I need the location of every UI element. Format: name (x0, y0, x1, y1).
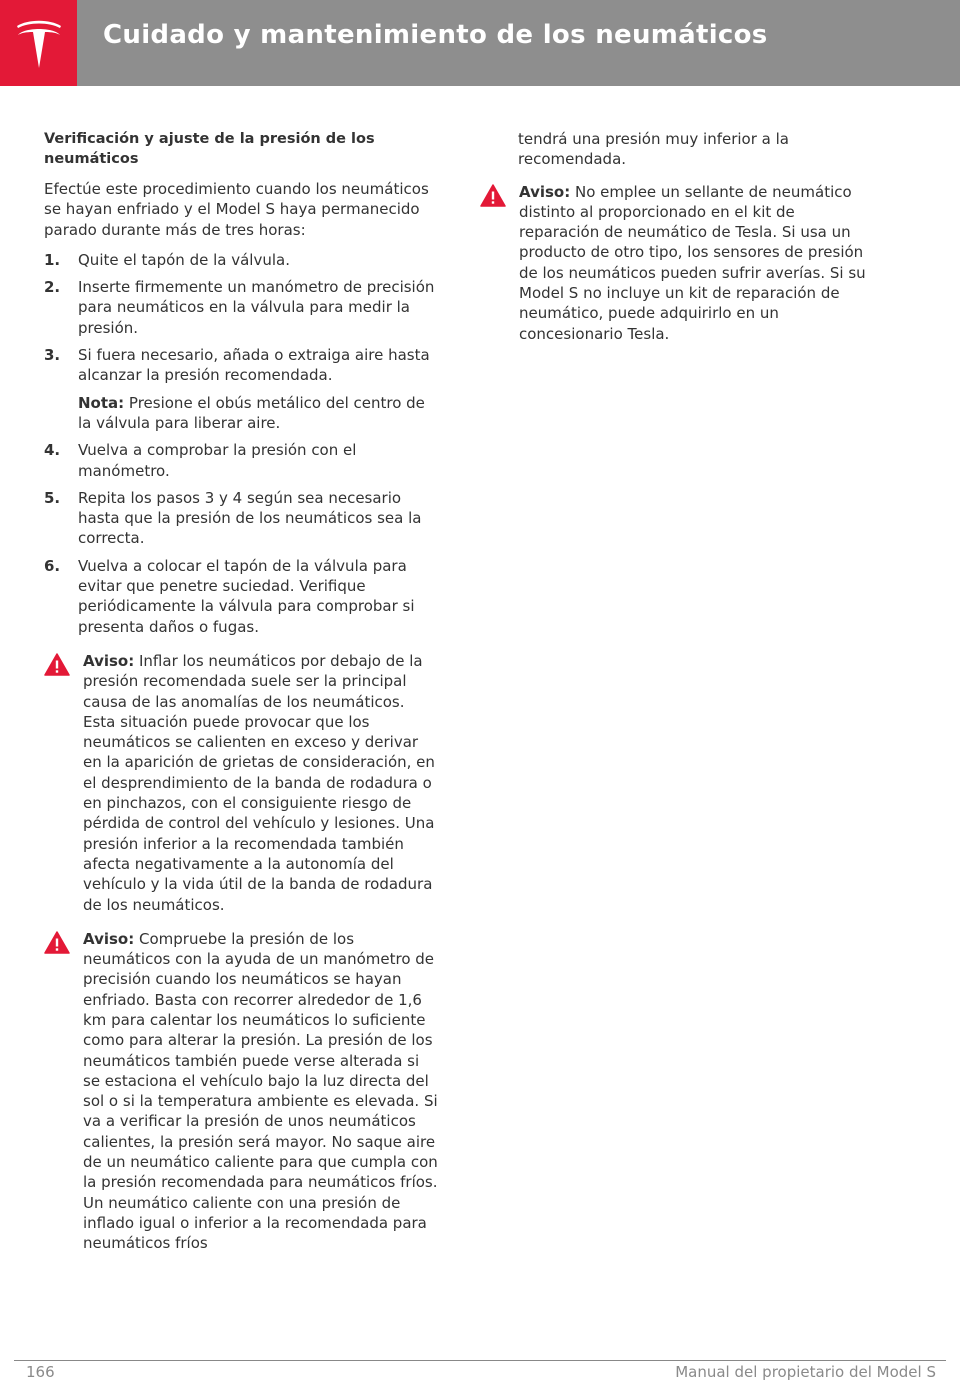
step-2 (44, 277, 440, 338)
step-number: 3. (44, 346, 61, 365)
intro-paragraph: Efectúe este procedimiento cuando los neumáticos se hayan enfriado y el Model S haya permanecido parado durante más de tres horas: (44, 180, 429, 239)
note-label: Nota: (78, 393, 125, 412)
page-title: Cuidado y mantenimiento de los neumáticos (103, 20, 768, 50)
step-4 (44, 440, 440, 481)
warning-text: No emplee un sellante de neumático distinto al proporcionado en el kit de reparación de neumático de Tesla. Si usa un producto de otro tipo, los sensores de presión de los neumáticos pueden sufrir averías. Si su Model S no incluye un kit de reparación de neumático, puede adquirirlo en un concesionario Tesla. (519, 182, 866, 343)
step-number: 1. (44, 250, 61, 269)
section-heading: Verificación y ajuste de la presión de los neumáticos (44, 131, 375, 167)
page-number: 166 (26, 1363, 55, 1381)
warning-text: Inflar los neumáticos por debajo de la presión recomendada suele ser la principal causa de las anomalías de los neumáticos. Esta situación puede provocar que los neumáticos se calienten en exceso y derivar en la aparición de grietas de consideración, en el desprendimiento de la banda de rodadura o en pinchazos, con el consiguiente riesgo de pérdida de control del vehículo y lesiones. Una presión inferior a la recomendada también afecta negativamente a la autonomía del vehículo y la vida útil de la banda de rodadura de los neumáticos. (83, 651, 435, 914)
warning-check-cold (44, 929, 440, 1254)
warning-triangle-icon (480, 184, 506, 207)
step-text: Inserte firmemente un manómetro de precisión para neumáticos en la válvula para medir la presión. (78, 278, 435, 337)
note-text: Presione el obús metálico del centro de la válvula para liberar aire. (78, 393, 425, 432)
step-text: Vuelva a colocar el tapón de la válvula para evitar que penetre suciedad. Verifique periódicamente la válvula para comprobar si presenta daños o fugas. (78, 556, 415, 636)
warning-underinflation (44, 651, 440, 915)
note (44, 393, 440, 434)
step-number: 2. (44, 278, 61, 297)
step-6 (44, 556, 440, 637)
step-number: 5. (44, 488, 61, 507)
continuation-paragraph: tendrá una presión muy inferior a la recomendada. (518, 130, 789, 169)
step-text: Vuelva a comprobar la presión con el manómetro. (78, 441, 357, 480)
left-column (44, 129, 440, 1266)
manual-title: Manual del propietario del Model S (675, 1363, 936, 1381)
warning-label: Aviso: (83, 651, 135, 670)
tesla-logo (0, 0, 77, 86)
warning-triangle-icon (44, 931, 70, 954)
warning-text: Compruebe la presión de los neumáticos con la ayuda de un manómetro de precisión cuando los neumáticos se hayan enfriado. Basta con recorrer alrededor de 1,6 km para calentar los neumáticos lo suficiente como para alterar la presión. La presión de los neumáticos también puede verse alterada si se estaciona el vehículo bajo la luz directa del sol o si la temperatura ambiente es elevada. Si va a verificar la presión de unos neumáticos calientes, la presión será mayor. No saque aire de un neumático caliente para que cumpla con la presión recomendada para neumáticos fríos. Un neumático caliente con una presión de inflado igual o inferior a la recomendada para neumáticos fríos (83, 929, 438, 1253)
warning-label: Aviso: (83, 929, 135, 948)
step-number: 4. (44, 441, 61, 460)
step-text: Si fuera necesario, añada o extraiga aire hasta alcanzar la presión recomendada. (78, 346, 430, 385)
step-5 (44, 488, 440, 549)
step-number: 6. (44, 556, 61, 575)
step-text: Repita los pasos 3 y 4 según sea necesario hasta que la presión de los neumáticos sea la correcta. (78, 488, 422, 548)
tesla-logo-icon (16, 18, 62, 68)
warning-label: Aviso: (519, 182, 571, 201)
right-column (480, 129, 876, 356)
footer-divider (14, 1360, 946, 1361)
step-text: Quite el tapón de la válvula. (78, 250, 290, 269)
procedure-steps (44, 250, 440, 637)
page-header (0, 0, 960, 86)
warning-sealant (480, 182, 876, 344)
warning-triangle-icon (44, 653, 70, 676)
step-1 (44, 250, 440, 270)
step-3 (44, 345, 440, 386)
